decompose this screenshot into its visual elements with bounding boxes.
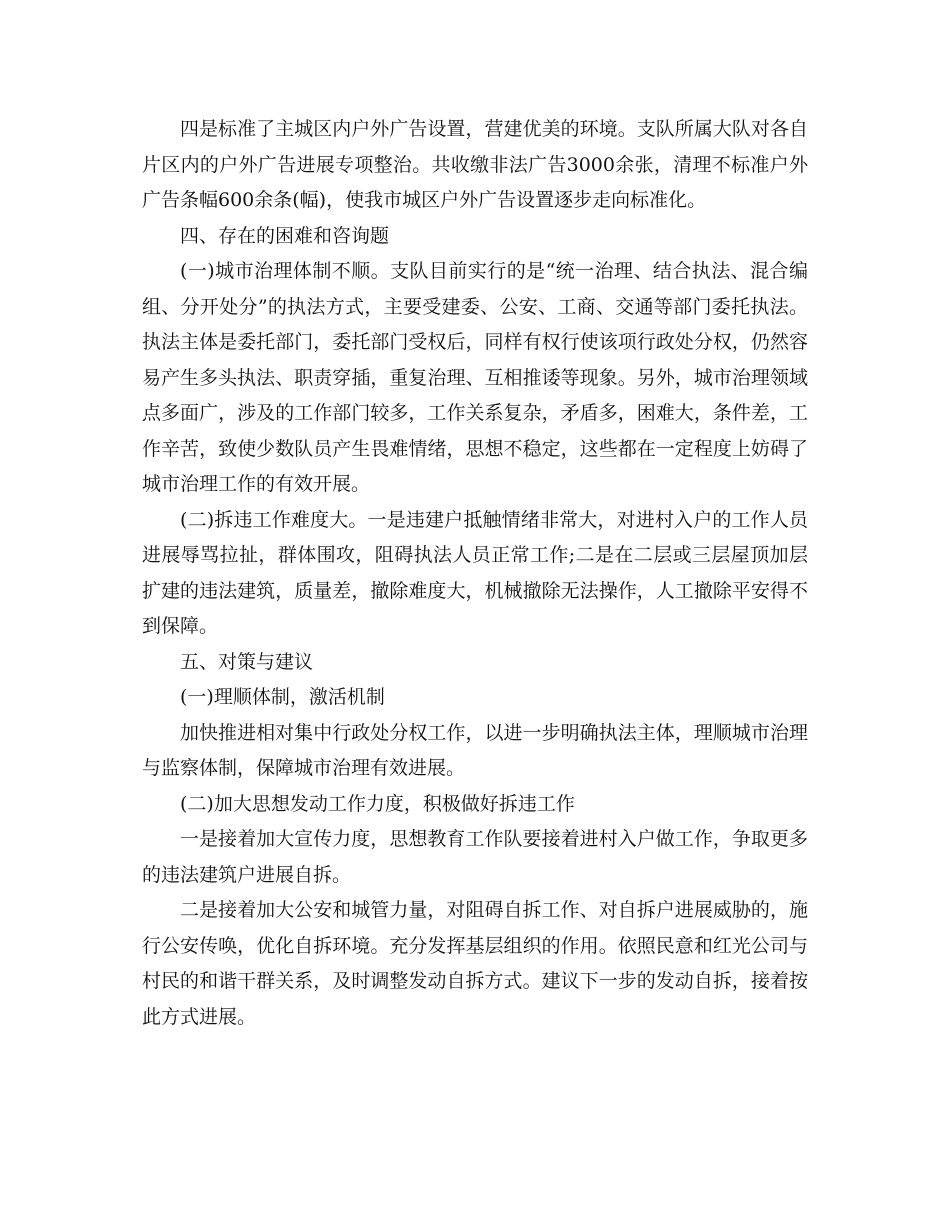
paragraph-police-support: 二是接着加大公安和城管力量，对阻碍自拆工作、对自拆户进展威胁的，施行公安传唤，优化自拆环境。充分发挥基层组织的作用。依照民意和红光公司与村民的和谐干群关系，及时调整发动自拆方式。建议下一步的发动自拆，接着按此方式进展。 (142, 899, 808, 1028)
subheading-mobilization: (二)加大思想发动工作力度，积极做好拆违工作 (180, 792, 575, 815)
section-heading-difficulties: 四、存在的困难和咨询题 (180, 224, 390, 247)
paragraph-publicity: 一是接着加大宣传力度，思想教育工作队要接着进村入户做工作，争取更多的违法建筑户进展自拆。 (142, 828, 808, 886)
paragraph-outdoor-ads: 四是标准了主城区内户外广告设置，营建优美的环境。支队所属大队对各自片区内的户外广告进展专项整治。共收缴非法广告3000余张，清理不标准户外广告条幅600余条(幅)，使我市城区户外广告设置逐步走向标准化。 (142, 118, 808, 211)
subheading-system-mechanism: (一)理顺体制，激活机制 (180, 686, 385, 708)
section-heading-countermeasures: 五、对策与建议 (180, 650, 314, 673)
paragraph-demolition-difficulty: (二)拆违工作难度大。一是违建户抵触情绪非常大，对进村入户的工作人员进展辱骂拉扯，群体围攻，阻碍执法人员正常工作;二是在二层或三层屋顶加层扩建的违法建筑，质量差，撤除难度大，机械撤除无法操作，人工撤除平安得不到保障。 (142, 508, 808, 637)
paragraph-administrative-power: 加快推进相对集中行政处分权工作，以进一步明确执法主体，理顺城市治理与监察体制，保障城市治理有效进展。 (142, 721, 808, 779)
paragraph-management-system: (一)城市治理体制不顺。支队目前实行的是“统一治理、结合执法、混合编组、分开处分”的执法方式，主要受建委、公安、工商、交通等部门委托执法。执法主体是委托部门，委托部门受权后，同样有权行使该项行政处分权，仍然容易产生多头执法、职责穿插，重复治理、互相推诿等现象。另外，城市治理领域点多面广，涉及的工作部门较多，工作关系复杂，矛盾多，困难大，条件差，工作辛苦，致使少数队员产生畏难情绪，思想不稳定，这些都在一定程度上妨碍了城市治理工作的有效开展。 (142, 260, 808, 495)
document-body (142, 112, 808, 1035)
